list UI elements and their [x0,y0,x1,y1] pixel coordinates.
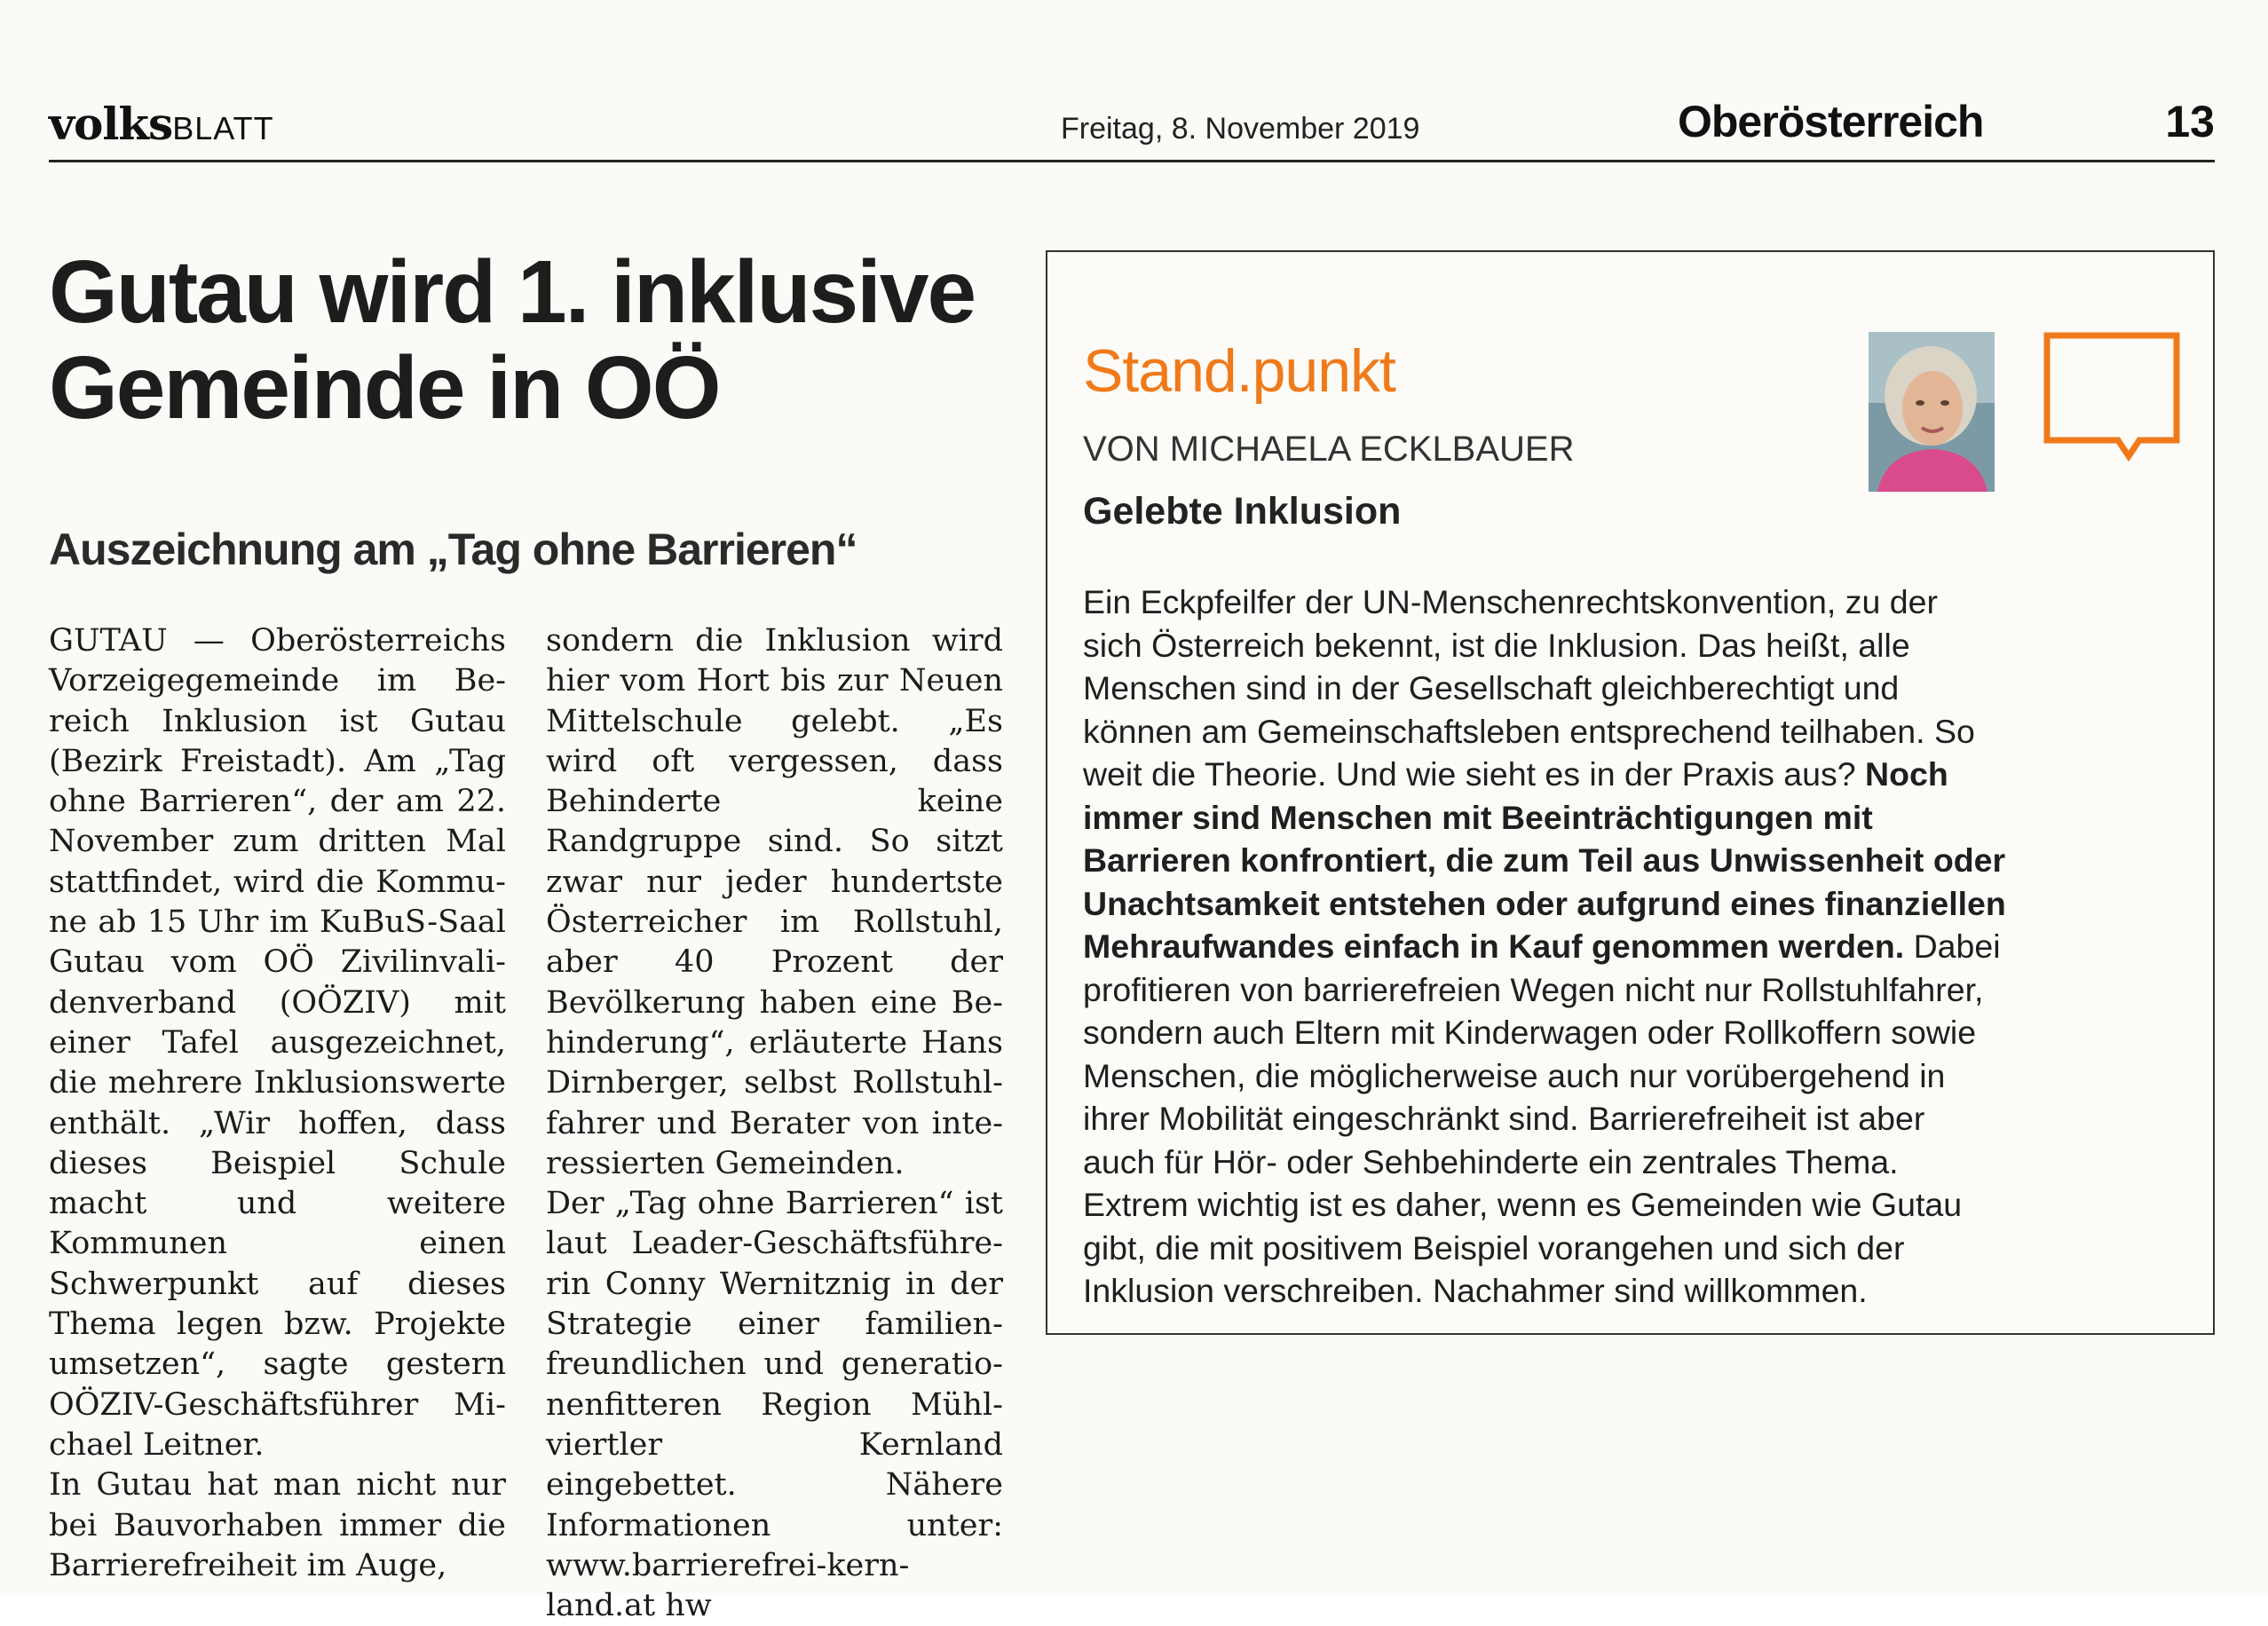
masthead [49,89,2215,162]
commentary-author: VON MICHAELA ECKLBAUER [1083,430,1575,469]
logo-sub: BLATT [172,110,274,146]
article-column-1 [49,621,506,1586]
commentary-text-2: Dabei profitieren von barrierefreien Wegen nicht nur Rollstuhlfahrer, sondern auch Eltern mit Kinderwagen oder Rollkoffern sowie Menschen, die möglicherweise auch nur vorübergehend in ihrer Mobilität eingeschränkt sind. Barrierefreiheit ist aber auch für Hör- oder Sehbehinderte ein zentrales Thema. Extrem wichtig ist es daher, wenn es Gemeinden wie Gutau gibt, die mit positivem Beispiel vorangehen und sich der Inklusion verschreiben. Nachahmer sind willkommen. [1083,927,2001,1309]
page-number: 13 [2165,97,2215,146]
commentary-text-1: Ein Eckpfeilfer der UN-Menschenrechtskonvention, zu der sich Österreich bekennt, ist die Inklusion. Das heißt, alle Menschen sind in der Gesellschaft gleichberechtigt und können am Gemeinschaftsleben entsprechend teilhaben. So weit die Theorie. Und wie sieht es in der Praxis aus? [1083,583,1975,793]
article-headline [49,244,1034,436]
author-portrait [1869,332,1995,492]
section-region: Oberösterreich [1678,97,1984,146]
article-paragraph: In Gutau hat man nicht nur bei Bauvorhaben immer die Barrierefreiheit im Auge, [49,1467,506,1583]
issue-date: Freitag, 8. November 2019 [1061,112,1420,146]
article-paragraph: Der „Tag ohne Barrieren“ ist laut Leader-Geschäftsführerin Conny Wernitznig in der Strategie einer familienfreundlichen und generationenfitteren Region Mühlviertler Kernland eingebettet. Nähere Informationen unter: www.barrierefrei-kernland.at hw [546,1186,1003,1624]
logo-main: volks [49,98,173,150]
newspaper-logo [49,98,274,150]
commentary-kicker: Stand.punkt [1083,337,1395,405]
commentary-box [1046,250,2215,1335]
commentary-text [1083,580,2006,1313]
headline-line-1: Gutau wird 1. inklusive [49,242,976,342]
article-subhead: Auszeichnung am „Tag ohne Barrieren“ [49,525,857,574]
commentary-title: Gelebte Inklusion [1083,490,1402,533]
commentary-text-bold: Noch immer sind Menschen mit Beeinträchtigungen mit Barrieren konfrontiert, die zum Teil aus Unwissenheit oder Unachtsamkeit entstehen oder aufgrund eines finanziellen Mehraufwandes einfach in Kauf genommen werden. [1083,755,2006,965]
article-paragraph: GUTAU — Oberösterreichs Vorzeigegemeinde im Bereich Inklusion ist Gutau (Bezirk Freistadt). Am „Tag ohne Barrieren“, der am 22. November zum dritten Mal stattfindet, wird die Kommune ab 15 Uhr im KuBuS-Saal Gutau vom OÖ Zivilinvalidenverband (OÖZIV) mit einer Tafel ausgezeichnet, die mehrere Inklusionswerte enthält. „Wir hoffen, dass dieses Beispiel Schule macht und weitere Kommunen einen Schwerpunkt auf dieses Thema legen bzw. Projekte umsetzen“, sagte gestern OÖZIV-Geschäftsführer Michael Leitner. [49,623,506,1463]
speech-bubble-icon [2042,330,2184,463]
headline-line-2: Gemeinde in OÖ [49,338,720,438]
article-column-2 [546,621,1003,1626]
article-paragraph: sondern die Inklusion wird hier vom Hort bis zur Neuen Mittelschule gelebt. „Es wird oft vergessen, dass Behinderte keine Randgruppe sind. So sitzt zwar nur jeder hundertste Österreicher im Rollstuhl, aber 40 Prozent der Bevölkerung haben eine Behinderung“, erläuterte Hans Dirnberger, selbst Rollstuhlfahrer und Berater von interessierten Gemeinden. [546,623,1003,1181]
